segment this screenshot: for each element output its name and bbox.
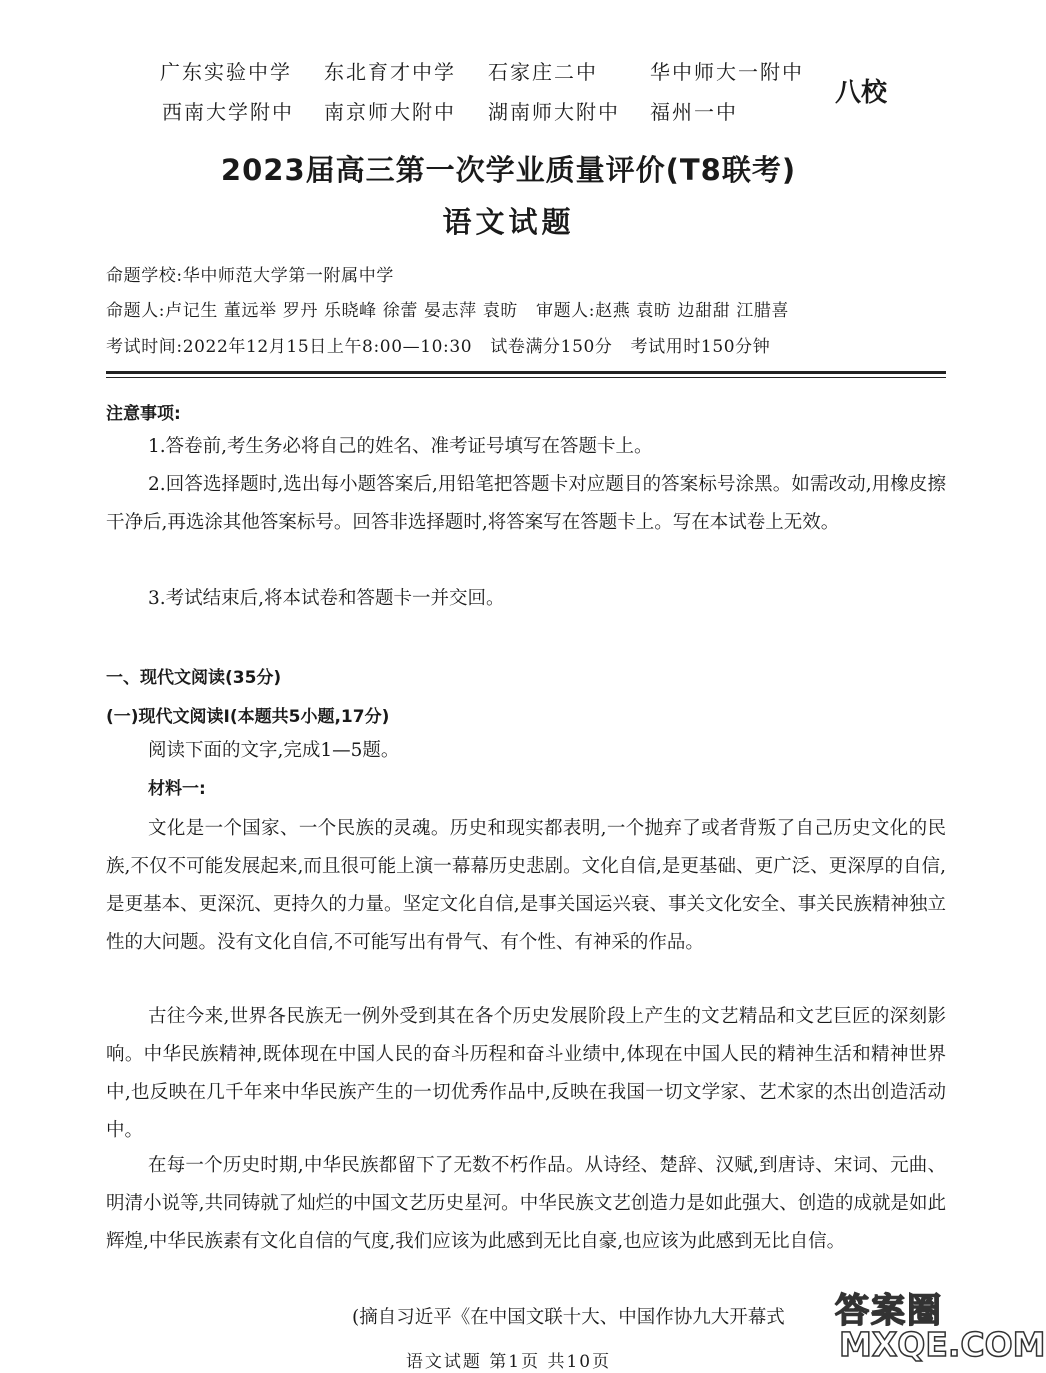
setting-school: 命题学校:华中师范大学第一附属中学	[106, 266, 394, 286]
school-name: 南京师大附中	[324, 100, 456, 124]
notice-heading: 注意事项:	[106, 404, 181, 424]
authors-line	[106, 296, 789, 321]
reviewers: 审题人:赵燕 袁昉 边甜甜 江腊喜	[535, 301, 790, 321]
notice-item: 3.考试结束后,将本试卷和答题卡一并交回。	[148, 588, 505, 609]
school-list	[160, 56, 840, 136]
notice-item: 1.答卷前,考生务必将自己的姓名、准考证号填写在答题卡上。	[148, 436, 653, 457]
material-label: 材料一:	[148, 779, 206, 799]
subject-title: 语文试题	[442, 205, 575, 239]
notice-item: 2.回答选择题时,选出每小题答案后,用铅笔把答题卡对应题目的答案标号涂黑。如需改动,用橡皮擦干净后,再选涂其他答案标号。回答非选择题时,将答案写在答题卡上。写在本试卷上无效。	[106, 474, 946, 533]
school-name: 湖南师大附中	[488, 100, 620, 124]
school-name: 福州一中	[650, 100, 738, 124]
exam-title: 2023届高三第一次学业质量评价(T8联考)	[220, 153, 797, 187]
school-name: 华中师大一附中	[650, 60, 804, 84]
school-name: 东北育才中学	[324, 60, 456, 84]
passage-paragraph: 古往今来,世界各民族无一例外受到其在各个历史发展阶段上产生的文艺精品和文艺巨匠的深刻影响。中华民族精神,既体现在中国人民的奋斗历程和奋斗业绩中,体现在中国人民的精神生活和精神世界中,也反映在几千年来中华民族产生的一切优秀作品中,反映在我国一切文学家、艺术家的杰出创造活动中。	[106, 1006, 946, 1141]
header-divider-thin	[106, 377, 946, 378]
school-row-1	[160, 56, 840, 96]
school-name: 西南大学附中	[162, 100, 294, 124]
subsection-heading: (一)现代文阅读Ⅰ(本题共5小题,17分)	[106, 707, 390, 727]
source-citation: (摘自习近平《在中国文联十大、中国作协九大开幕式	[352, 1307, 785, 1328]
full-score: 试卷满分150分	[490, 337, 613, 357]
watermark-text: 答案圈	[835, 1291, 943, 1331]
header-divider	[106, 371, 946, 374]
school-name: 广东实验中学	[160, 60, 292, 84]
section-heading: 一、现代文阅读(35分)	[106, 668, 282, 688]
alliance-label: 八校	[835, 78, 888, 108]
exam-info-line	[106, 332, 770, 357]
page-footer: 语文试题 第1页 共10页	[405, 1352, 612, 1372]
school-row-2	[160, 96, 840, 136]
reading-instruction: 阅读下面的文字,完成1—5题。	[148, 740, 400, 761]
watermark	[835, 1283, 1046, 1369]
school-name: 石家庄二中	[488, 60, 598, 84]
passage-paragraph: 在每一个历史时期,中华民族都留下了无数不朽作品。从诗经、楚辞、汉赋,到唐诗、宋词、元曲、明清小说等,共同铸就了灿烂的中国文艺历史星河。中华民族文艺创造力是如此强大、创造的成就是如此辉煌,中华民族素有文化自信的气度,我们应该为此感到无比自豪,也应该为此感到无比自信。	[106, 1155, 946, 1252]
duration: 考试用时150分钟	[630, 337, 771, 357]
exam-time: 考试时间:2022年12月15日上午8:00—10:30	[106, 337, 473, 357]
authors: 命题人:卢记生 董远举 罗丹 乐晓峰 徐蕾 晏志萍 袁昉	[106, 301, 518, 321]
watermark-url: MXQE.COM	[839, 1325, 1046, 1364]
passage-paragraph: 文化是一个国家、一个民族的灵魂。历史和现实都表明,一个抛弃了或者背叛了自己历史文化的民族,不仅不可能发展起来,而且很可能上演一幕幕历史悲剧。文化自信,是更基础、更广泛、更深厚的自信,是更基本、更深沉、更持久的力量。坚定文化自信,是事关国运兴衰、事关文化安全、事关民族精神独立性的大问题。没有文化自信,不可能写出有骨气、有个性、有神采的作品。	[106, 818, 946, 953]
